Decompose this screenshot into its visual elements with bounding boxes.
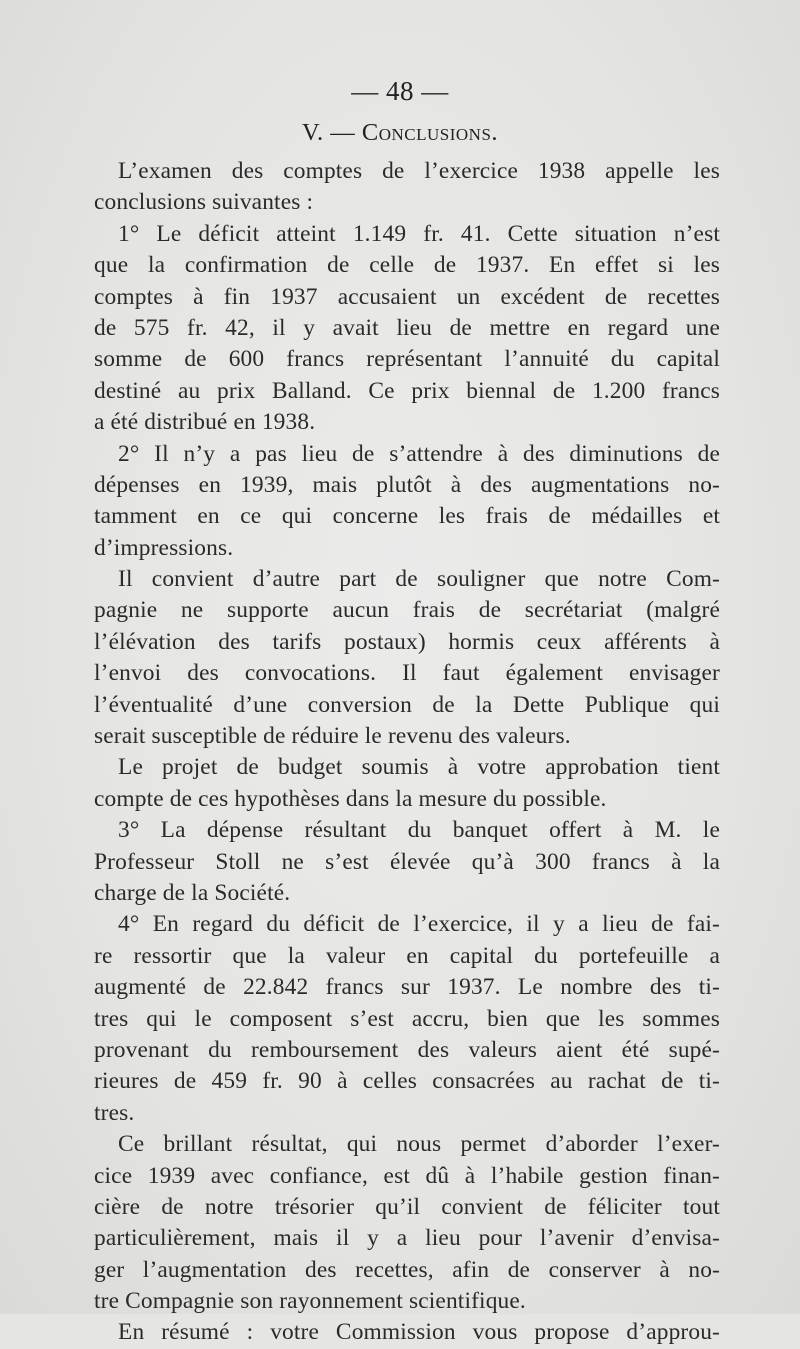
page-number: — 48 — xyxy=(351,76,449,106)
text-line: l’éventualité d’une conversion de la Dette Publique qui xyxy=(94,691,720,718)
text-line: comptes à fin 1937 accusaient un excédent de recettes xyxy=(94,283,720,310)
text-line: re ressortir que la valeur en capital du portefeuille a xyxy=(94,942,720,969)
text-line: Il convient d’autre part de souligner que notre Com- xyxy=(118,566,720,593)
text-line: tres. xyxy=(94,1099,135,1126)
text-line: 4° En regard du déficit de l’exercice, il y a lieu de fai- xyxy=(118,911,720,938)
text-line: rieures de 459 fr. 90 à celles consacrées au rachat de ti- xyxy=(94,1068,720,1095)
text-line: Professeur Stoll ne s’est élevée qu’à 300 francs à la xyxy=(94,848,720,875)
text-line: de 575 fr. 42, il y avait lieu de mettre en regard une xyxy=(94,314,720,341)
text-line: ger l’augmentation des recettes, afin de conserver à no- xyxy=(94,1256,720,1283)
text-line: cière de notre trésorier qu’il convient de féliciter tout xyxy=(94,1193,720,1220)
section-title-text: V. — Conclusions. xyxy=(301,119,499,146)
text-line: l’envoi des convocations. Il faut également envisager xyxy=(94,660,720,687)
text-line: somme de 600 francs représentant l’annuité du capital xyxy=(94,346,720,373)
text-line: que la confirmation de celle de 1937. En effet si les xyxy=(94,252,720,279)
text-line: pagnie ne supporte aucun frais de secrétariat (malgré xyxy=(94,597,720,624)
text-line: provenant du remboursement des valeurs aient été supé- xyxy=(94,1036,720,1063)
text-line: l’élévation des tarifs postaux) hormis ceux afférents à xyxy=(94,628,720,655)
section-title xyxy=(0,119,800,147)
text-line: tres qui le composent s’est accru, bien que les sommes xyxy=(94,1005,720,1032)
text-line: Ce brillant résultat, qui nous permet d’aborder l’exer- xyxy=(118,1131,720,1158)
text-line: destiné au prix Balland. Ce prix biennal de 1.200 francs xyxy=(94,377,720,404)
text-line: En résumé : votre Commission vous propose d’approu- xyxy=(118,1319,720,1346)
text-line: dépenses en 1939, mais plutôt à des augmentations no- xyxy=(94,471,720,498)
text-line: augmenté de 22.842 francs sur 1937. Le nombre des ti- xyxy=(94,974,720,1001)
text-line: cice 1939 avec confiance, est dû à l’habile gestion finan- xyxy=(94,1162,720,1189)
text-line: 1° Le déficit atteint 1.149 fr. 41. Cette situation n’est xyxy=(118,220,720,247)
text-line: 2° Il n’y a pas lieu de s’attendre à des diminutions de xyxy=(118,440,720,467)
text-line: Le projet de budget soumis à votre approbation tient xyxy=(118,754,720,781)
text-line: L’examen des comptes de l’exercice 1938 appelle les xyxy=(118,158,720,184)
text-line: compte de ces hypothèses dans la mesure du possible. xyxy=(94,785,607,812)
text-line: serait susceptible de réduire le revenu des valeurs. xyxy=(94,723,571,750)
text-line: charge de la Société. xyxy=(94,879,291,906)
body-text xyxy=(94,156,720,1349)
text-line: 3° La dépense résultant du banquet offert à M. le xyxy=(118,817,720,844)
text-line: tre Compagnie son rayonnement scientifique. xyxy=(94,1288,526,1315)
text-line: d’impressions. xyxy=(94,534,234,561)
text-line: particulièrement, mais il y a lieu pour l’avenir d’envisa- xyxy=(94,1225,720,1252)
text-line: tamment en ce qui concerne les frais de médailles et xyxy=(94,503,720,530)
text-line: a été distribué en 1938. xyxy=(94,409,316,436)
text-line: conclusions suivantes : xyxy=(94,189,314,216)
